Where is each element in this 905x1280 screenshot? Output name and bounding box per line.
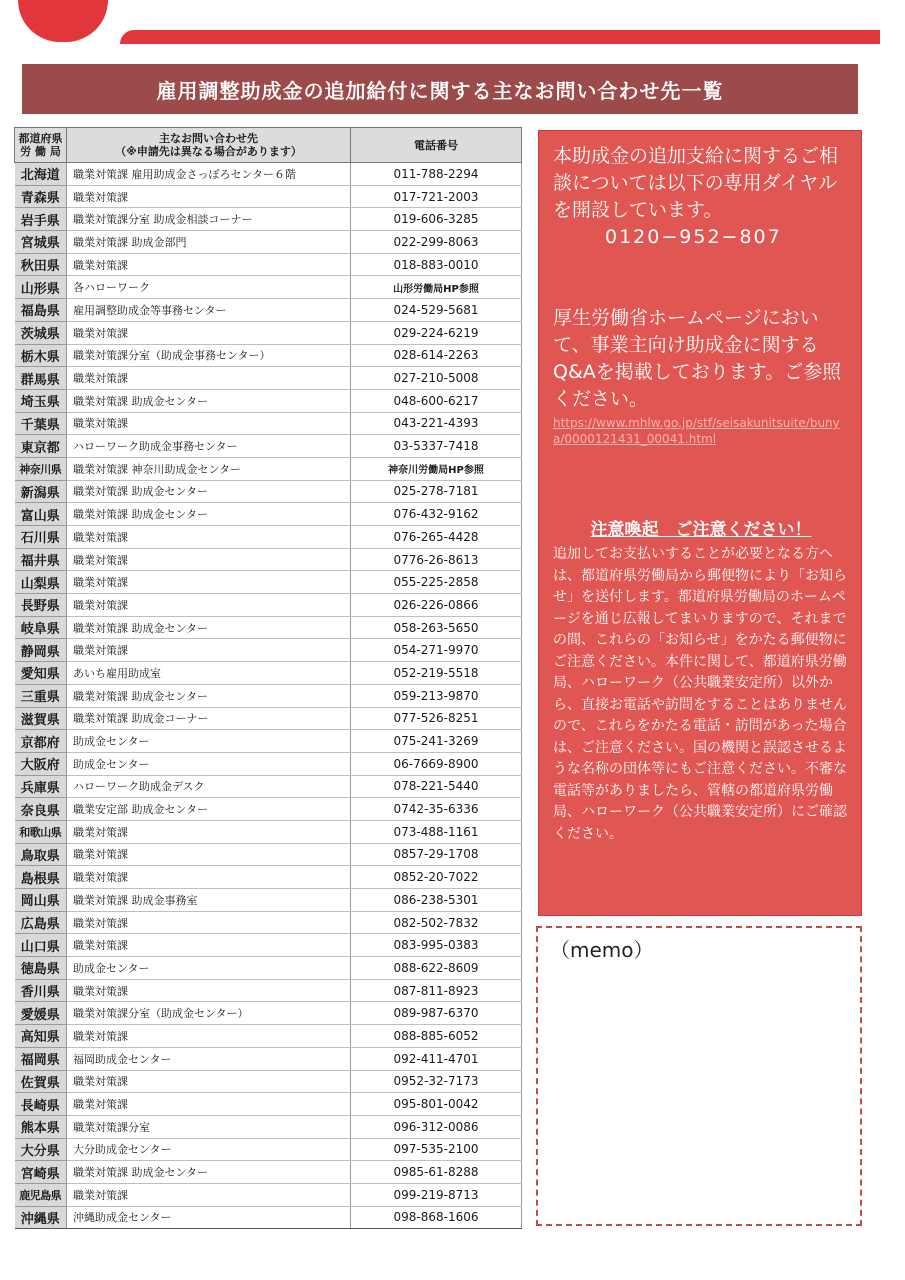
office-cell: ハローワーク助成金事務センター: [67, 435, 351, 458]
phone-cell: 076-265-4428: [351, 526, 522, 549]
table-row: [15, 412, 522, 435]
office-cell: 職業対策課: [67, 185, 351, 208]
table-row: [15, 639, 522, 662]
prefecture-cell: 石川県: [15, 526, 67, 549]
office-cell: 職業対策課 助成金センター: [67, 1161, 351, 1184]
phone-cell: 059-213-9870: [351, 684, 522, 707]
phone-cell: 0852-20-7022: [351, 866, 522, 889]
prefecture-cell: 千葉県: [15, 412, 67, 435]
phone-cell: 083-995-0383: [351, 934, 522, 957]
table-row: [15, 594, 522, 617]
phone-cell: 048-600-6217: [351, 389, 522, 412]
memo-label: （memo）: [550, 938, 654, 962]
office-cell: 助成金センター: [67, 957, 351, 980]
office-cell: 職業対策課: [67, 911, 351, 934]
phone-cell: 06-7669-8900: [351, 752, 522, 775]
office-cell: 職業対策課: [67, 526, 351, 549]
table-row: [15, 253, 522, 276]
prefecture-cell: 山梨県: [15, 571, 67, 594]
contacts-table-body: [15, 163, 522, 1229]
table-row: [15, 1002, 522, 1025]
prefecture-cell: 兵庫県: [15, 775, 67, 798]
table-row: [15, 1093, 522, 1116]
office-cell: 沖縄助成金センター: [67, 1206, 351, 1229]
phone-cell: 03-5337-7418: [351, 435, 522, 458]
header-office-line1: 主なお問い合わせ先: [159, 132, 258, 145]
office-cell: あいち雇用助成室: [67, 662, 351, 685]
phone-cell: 097-535-2100: [351, 1138, 522, 1161]
office-cell: 職業対策課分室 助成金相談コーナー: [67, 208, 351, 231]
office-cell: 職業対策課: [67, 571, 351, 594]
table-row: [15, 367, 522, 390]
table-row: [15, 684, 522, 707]
prefecture-cell: 香川県: [15, 979, 67, 1002]
table-row: [15, 911, 522, 934]
phone-cell: 078-221-5440: [351, 775, 522, 798]
table-row: [15, 1115, 522, 1138]
office-cell: 雇用調整助成金等事務センター: [67, 299, 351, 322]
table-row: [15, 616, 522, 639]
phone-cell: 075-241-3269: [351, 730, 522, 753]
decorative-red-circle: [18, 0, 108, 42]
table-row: [15, 299, 522, 322]
header-pref-line1: 都道府県: [18, 132, 63, 145]
prefecture-cell: 沖縄県: [15, 1206, 67, 1229]
phone-cell: 087-811-8923: [351, 979, 522, 1002]
phone-cell: 028-614-2263: [351, 344, 522, 367]
table-row: [15, 480, 522, 503]
office-cell: 職業対策課: [67, 594, 351, 617]
office-cell: 職業対策課: [67, 979, 351, 1002]
prefecture-cell: 大阪府: [15, 752, 67, 775]
office-cell: 職業対策課 助成金事務室: [67, 889, 351, 912]
phone-cell: 088-622-8609: [351, 957, 522, 980]
prefecture-cell: 北海道: [15, 163, 67, 186]
phone-cell: 054-271-9970: [351, 639, 522, 662]
office-cell: 職業対策課分室（助成金事務センター）: [67, 344, 351, 367]
table-row: [15, 503, 522, 526]
phone-cell: 096-312-0086: [351, 1115, 522, 1138]
phone-cell: 077-526-8251: [351, 707, 522, 730]
office-cell: 職業対策課: [67, 367, 351, 390]
info-panel: [538, 130, 862, 916]
prefecture-cell: 奈良県: [15, 798, 67, 821]
prefecture-cell: 宮崎県: [15, 1161, 67, 1184]
table-row: [15, 457, 522, 480]
table-row: [15, 231, 522, 254]
phone-cell: 022-299-8063: [351, 231, 522, 254]
phone-cell: 025-278-7181: [351, 480, 522, 503]
phone-cell: 0857-29-1708: [351, 843, 522, 866]
table-row: [15, 571, 522, 594]
table-row: [15, 730, 522, 753]
office-cell: 職業対策課 助成金センター: [67, 616, 351, 639]
office-cell: 職業対策課: [67, 321, 351, 344]
warning-body-text: 追加してお支払いすることが必要となる方へは、都道府県労働局から郵便物により「お知らせ」を送付します。都道府県労働局のホームページを通じ広報してまいりますので、それまでの間、これらの「お知らせ」をかたる郵便物にご注意ください。本件に関して、都道府県労働局、ハローワーク（公共職業安定所）以外から、直接お電話や訪問をすることはありませんので、これらをかたる電話・訪問があった場合は、ご注意ください。国の機関と誤認させるような名称の団体等にもご注意ください。不審な電話等がありましたら、管轄の都道府県労働局、ハローワーク（公共職業安定所）にご確認ください。: [553, 546, 847, 842]
phone-cell: 011-788-2294: [351, 163, 522, 186]
prefecture-cell: 宮城県: [15, 231, 67, 254]
prefecture-cell: 愛媛県: [15, 1002, 67, 1025]
phone-cell: 099-219-8713: [351, 1183, 522, 1206]
office-cell: 職業対策課 助成金部門: [67, 231, 351, 254]
prefecture-cell: 山形県: [15, 276, 67, 299]
phone-cell: 095-801-0042: [351, 1093, 522, 1116]
prefecture-cell: 静岡県: [15, 639, 67, 662]
table-row: [15, 1206, 522, 1229]
prefecture-cell: 福岡県: [15, 1047, 67, 1070]
prefecture-cell: 佐賀県: [15, 1070, 67, 1093]
phone-cell: 092-411-4701: [351, 1047, 522, 1070]
header-prefecture: [15, 128, 67, 163]
phone-cell: 052-219-5518: [351, 662, 522, 685]
prefecture-cell: 高知県: [15, 1025, 67, 1048]
table-row: [15, 1161, 522, 1184]
table-header-row: [15, 128, 522, 163]
prefecture-cell: 新潟県: [15, 480, 67, 503]
prefecture-cell: 岡山県: [15, 889, 67, 912]
phone-cell: 058-263-5650: [351, 616, 522, 639]
office-cell: 職業対策課: [67, 548, 351, 571]
phone-cell: 024-529-5681: [351, 299, 522, 322]
table-row: [15, 435, 522, 458]
office-cell: 職業対策課 助成金センター: [67, 389, 351, 412]
phone-cell: 029-224-6219: [351, 321, 522, 344]
table-row: [15, 526, 522, 549]
table-row: [15, 163, 522, 186]
table-row: [15, 1138, 522, 1161]
phone-cell: 0776-26-8613: [351, 548, 522, 571]
header-phone: 電話番号: [351, 128, 522, 163]
office-cell: 大分助成金センター: [67, 1138, 351, 1161]
warning-heading-text: 注意喚起 ご注意ください！: [590, 520, 812, 540]
phone-cell: 0985-61-8288: [351, 1161, 522, 1184]
contacts-table: [14, 127, 522, 1229]
office-cell: 職業対策課: [67, 1093, 351, 1116]
table-row: [15, 1070, 522, 1093]
prefecture-cell: 京都府: [15, 730, 67, 753]
prefecture-cell: 三重県: [15, 684, 67, 707]
office-cell: 職業対策課: [67, 639, 351, 662]
prefecture-cell: 徳島県: [15, 957, 67, 980]
office-cell: 各ハローワーク: [67, 276, 351, 299]
prefecture-cell: 群馬県: [15, 367, 67, 390]
table-row: [15, 548, 522, 571]
prefecture-cell: 茨城県: [15, 321, 67, 344]
table-row: [15, 185, 522, 208]
phone-cell: 088-885-6052: [351, 1025, 522, 1048]
table-row: [15, 889, 522, 912]
phone-cell: 017-721-2003: [351, 185, 522, 208]
prefecture-cell: 埼玉県: [15, 389, 67, 412]
prefecture-cell: 福井県: [15, 548, 67, 571]
prefecture-cell: 長崎県: [15, 1093, 67, 1116]
prefecture-cell: 富山県: [15, 503, 67, 526]
prefecture-cell: 岐阜県: [15, 616, 67, 639]
qa-notice-text: 厚生労働省ホームページにおいて、事業主向け助成金に関するQ&Aを掲載しております。ご参照ください。: [553, 307, 842, 410]
office-cell: 職業対策課: [67, 412, 351, 435]
office-cell: 職業対策課 神奈川助成金センター: [67, 457, 351, 480]
table-row: [15, 798, 522, 821]
phone-cell: 神奈川労働局HP参照: [351, 457, 522, 480]
mhlw-link[interactable]: https://www.mhlw.go.jp/stf/seisakunitsuite/bunya/0000121431_00041.html: [553, 416, 840, 446]
table-row: [15, 934, 522, 957]
office-cell: 助成金センター: [67, 752, 351, 775]
office-cell: 職業対策課: [67, 843, 351, 866]
dedicated-dial-number: 0120−952−807: [605, 226, 782, 248]
table-row: [15, 775, 522, 798]
phone-cell: 082-502-7832: [351, 911, 522, 934]
office-cell: 職業対策課 助成金センター: [67, 503, 351, 526]
table-row: [15, 820, 522, 843]
office-cell: 職業対策課分室: [67, 1115, 351, 1138]
phone-cell: 0952-32-7173: [351, 1070, 522, 1093]
table-row: [15, 979, 522, 1002]
phone-cell: 098-868-1606: [351, 1206, 522, 1229]
prefecture-cell: 愛知県: [15, 662, 67, 685]
prefecture-cell: 和歌山県: [15, 820, 67, 843]
prefecture-cell: 広島県: [15, 911, 67, 934]
phone-cell: 019-606-3285: [351, 208, 522, 231]
office-cell: 職業対策課: [67, 820, 351, 843]
office-cell: 職業対策課: [67, 1025, 351, 1048]
decorative-red-bar: [120, 30, 880, 44]
office-cell: 職業対策課: [67, 1070, 351, 1093]
table-row: [15, 752, 522, 775]
prefecture-cell: 秋田県: [15, 253, 67, 276]
phone-cell: 086-238-5301: [351, 889, 522, 912]
office-cell: 職業対策課: [67, 253, 351, 276]
info-lead-text: 本助成金の追加支給に関するご相談については以下の専用ダイヤルを開設しています。: [553, 145, 839, 221]
table-row: [15, 843, 522, 866]
phone-cell: 055-225-2858: [351, 571, 522, 594]
phone-cell: 043-221-4393: [351, 412, 522, 435]
office-cell: 職業対策課 助成金コーナー: [67, 707, 351, 730]
prefecture-cell: 大分県: [15, 1138, 67, 1161]
table-row: [15, 208, 522, 231]
phone-cell: 026-226-0866: [351, 594, 522, 617]
memo-box: [536, 926, 862, 1226]
office-cell: 助成金センター: [67, 730, 351, 753]
table-row: [15, 1183, 522, 1206]
office-cell: 職業対策課 雇用助成金さっぽろセンター６階: [67, 163, 351, 186]
phone-cell: 山形労働局HP参照: [351, 276, 522, 299]
table-row: [15, 662, 522, 685]
prefecture-cell: 東京都: [15, 435, 67, 458]
prefecture-cell: 鹿児島県: [15, 1183, 67, 1206]
table-row: [15, 276, 522, 299]
prefecture-cell: 長野県: [15, 594, 67, 617]
table-row: [15, 344, 522, 367]
office-cell: 職業対策課 助成金センター: [67, 480, 351, 503]
office-cell: 職業対策課 助成金センター: [67, 684, 351, 707]
warning-heading: [553, 515, 849, 540]
office-cell: 職業対策課: [67, 1183, 351, 1206]
office-cell: 職業対策課分室（助成金センター）: [67, 1002, 351, 1025]
prefecture-cell: 岩手県: [15, 208, 67, 231]
office-cell: 職業対策課: [67, 866, 351, 889]
prefecture-cell: 鳥取県: [15, 843, 67, 866]
table-row: [15, 1047, 522, 1070]
table-row: [15, 389, 522, 412]
table-row: [15, 707, 522, 730]
office-cell: 福岡助成金センター: [67, 1047, 351, 1070]
table-row: [15, 957, 522, 980]
prefecture-cell: 福島県: [15, 299, 67, 322]
phone-cell: 073-488-1161: [351, 820, 522, 843]
header-office: [67, 128, 351, 163]
phone-cell: 027-210-5008: [351, 367, 522, 390]
office-cell: 職業安定部 助成金センター: [67, 798, 351, 821]
table-row: [15, 866, 522, 889]
prefecture-cell: 滋賀県: [15, 707, 67, 730]
prefecture-cell: 島根県: [15, 866, 67, 889]
office-cell: 職業対策課: [67, 934, 351, 957]
prefecture-cell: 青森県: [15, 185, 67, 208]
header-pref-line2: 労 働 局: [20, 145, 61, 158]
header-office-line2: （※申請先は異なる場合があります）: [115, 145, 302, 158]
page-title: 雇用調整助成金の追加給付に関する主なお問い合わせ先一覧: [22, 64, 858, 114]
prefecture-cell: 栃木県: [15, 344, 67, 367]
phone-cell: 076-432-9162: [351, 503, 522, 526]
phone-cell: 018-883-0010: [351, 253, 522, 276]
phone-cell: 0742-35-6336: [351, 798, 522, 821]
phone-cell: 089-987-6370: [351, 1002, 522, 1025]
table-row: [15, 321, 522, 344]
table-row: [15, 1025, 522, 1048]
prefecture-cell: 熊本県: [15, 1115, 67, 1138]
prefecture-cell: 山口県: [15, 934, 67, 957]
office-cell: ハローワーク助成金デスク: [67, 775, 351, 798]
prefecture-cell: 神奈川県: [15, 457, 67, 480]
